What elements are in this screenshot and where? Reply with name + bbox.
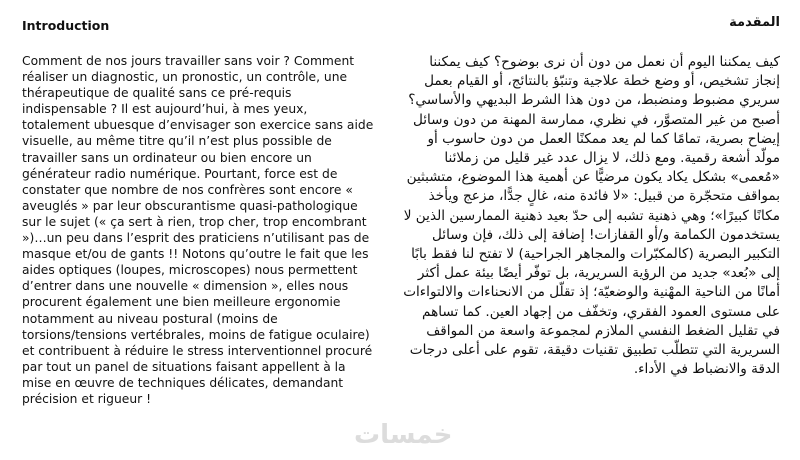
- arabic-heading: المقدمة: [729, 15, 780, 30]
- french-paragraph: Comment de nos jours travailler sans voir ? Comment réaliser un diagnostic, un pronostic, un contrôle, une thérapeutique de qualité sans ce pré-requis indispensable ? Il est aujourd’hui, à mes yeux, totalement ubuesque d’envisager son exercice sans aide visuelle, au même titre qu’il n’est plus possible de travailler sans un ordinateur ou bien encore un générateur radio numérique. Pourtant, force est de constater que nombre de nos confrères sont encore « aveuglés » par leur obscurantisme quasi-pathologique sur le sujet (« ça sert à rien, trop cher, trop encombrant »)…un peu dans l’esprit des praticiens n’utilisant pas de masque et/ou de gants !! Notons qu’outre le fait que les aides optiques (loupes, microscopes) nous permettent d’entrer dans une nouvelle « dimension », elles nous procurent également une bien meilleure ergonomie notamment au niveau postural (moins de torsions/tensions vertébrales, moins de fatigue oculaire) et contribuent à réduire le stress interventionnel procuré par tout un panel de situations faisant appellent à la mise en œuvre de techniques délicates, demandant précision et rigueur !: [22, 54, 374, 406]
- arabic-column: [400, 14, 780, 379]
- french-heading: Introduction: [22, 18, 110, 33]
- arabic-paragraph: كيف يمكننا اليوم أن نعمل من دون أن نرى بوضوح؟ كيف يمكننا إنجاز تشخيص، أو وضع خطة علاجية وتنبّؤ بالنتائج، أو القيام بعمل سريري مضبوط ومنضبط، من دون هذا الشرط البديهي والأساسي؟ أصبح من غير المتصوَّر، في نظري، ممارسة المهنة من دون وسائل إيضاح بصرية، تمامًا كما لم يعد ممكنًا العمل من دون حاسوب أو مولّد أشعة رقمية. ومع ذلك، لا يزال عدد غير قليل من زملائنا «مُعمى» بشكل يكاد يكون مرضيًّا عن أهمية هذا الموضوع، متشبثين بمواقف متحجّرة من قبيل: «لا فائدة منه، غالٍ جدًّا، مزعج ويأخذ مكانًا كبيرًا»؛ وهي ذهنية تشبه إلى حدّ بعيد ذهنية الممارسين الذين لا يستخدمون الكمامة و/أو القفازات! إضافة إلى ذلك، فإن وسائل التكبير البصرية (كالمكبّرات والمجاهر الجراحية) لا تفتح لنا فقط بابًا إلى «بُعد» جديد من الرؤية السريرية، بل توفّر أيضًا بيئة عمل أكثر أمانًا من الناحية المهْنية والوضعيّة؛ إذ تقلّل من الانحناءات والالتواءات على مستوى العمود الفقري، وتخفّف من إجهاد العين. كما تساهم في تقليل الضغط النفسي الملازم لمجموعة واسعة من المواقف السريرية التي تتطلّب تطبيق تقنيات دقيقة، تقوم على أعلى درجات الدقة والانضباط في الأداء.: [403, 54, 780, 378]
- watermark-logo: خمسات: [354, 420, 453, 450]
- french-column: [22, 18, 378, 407]
